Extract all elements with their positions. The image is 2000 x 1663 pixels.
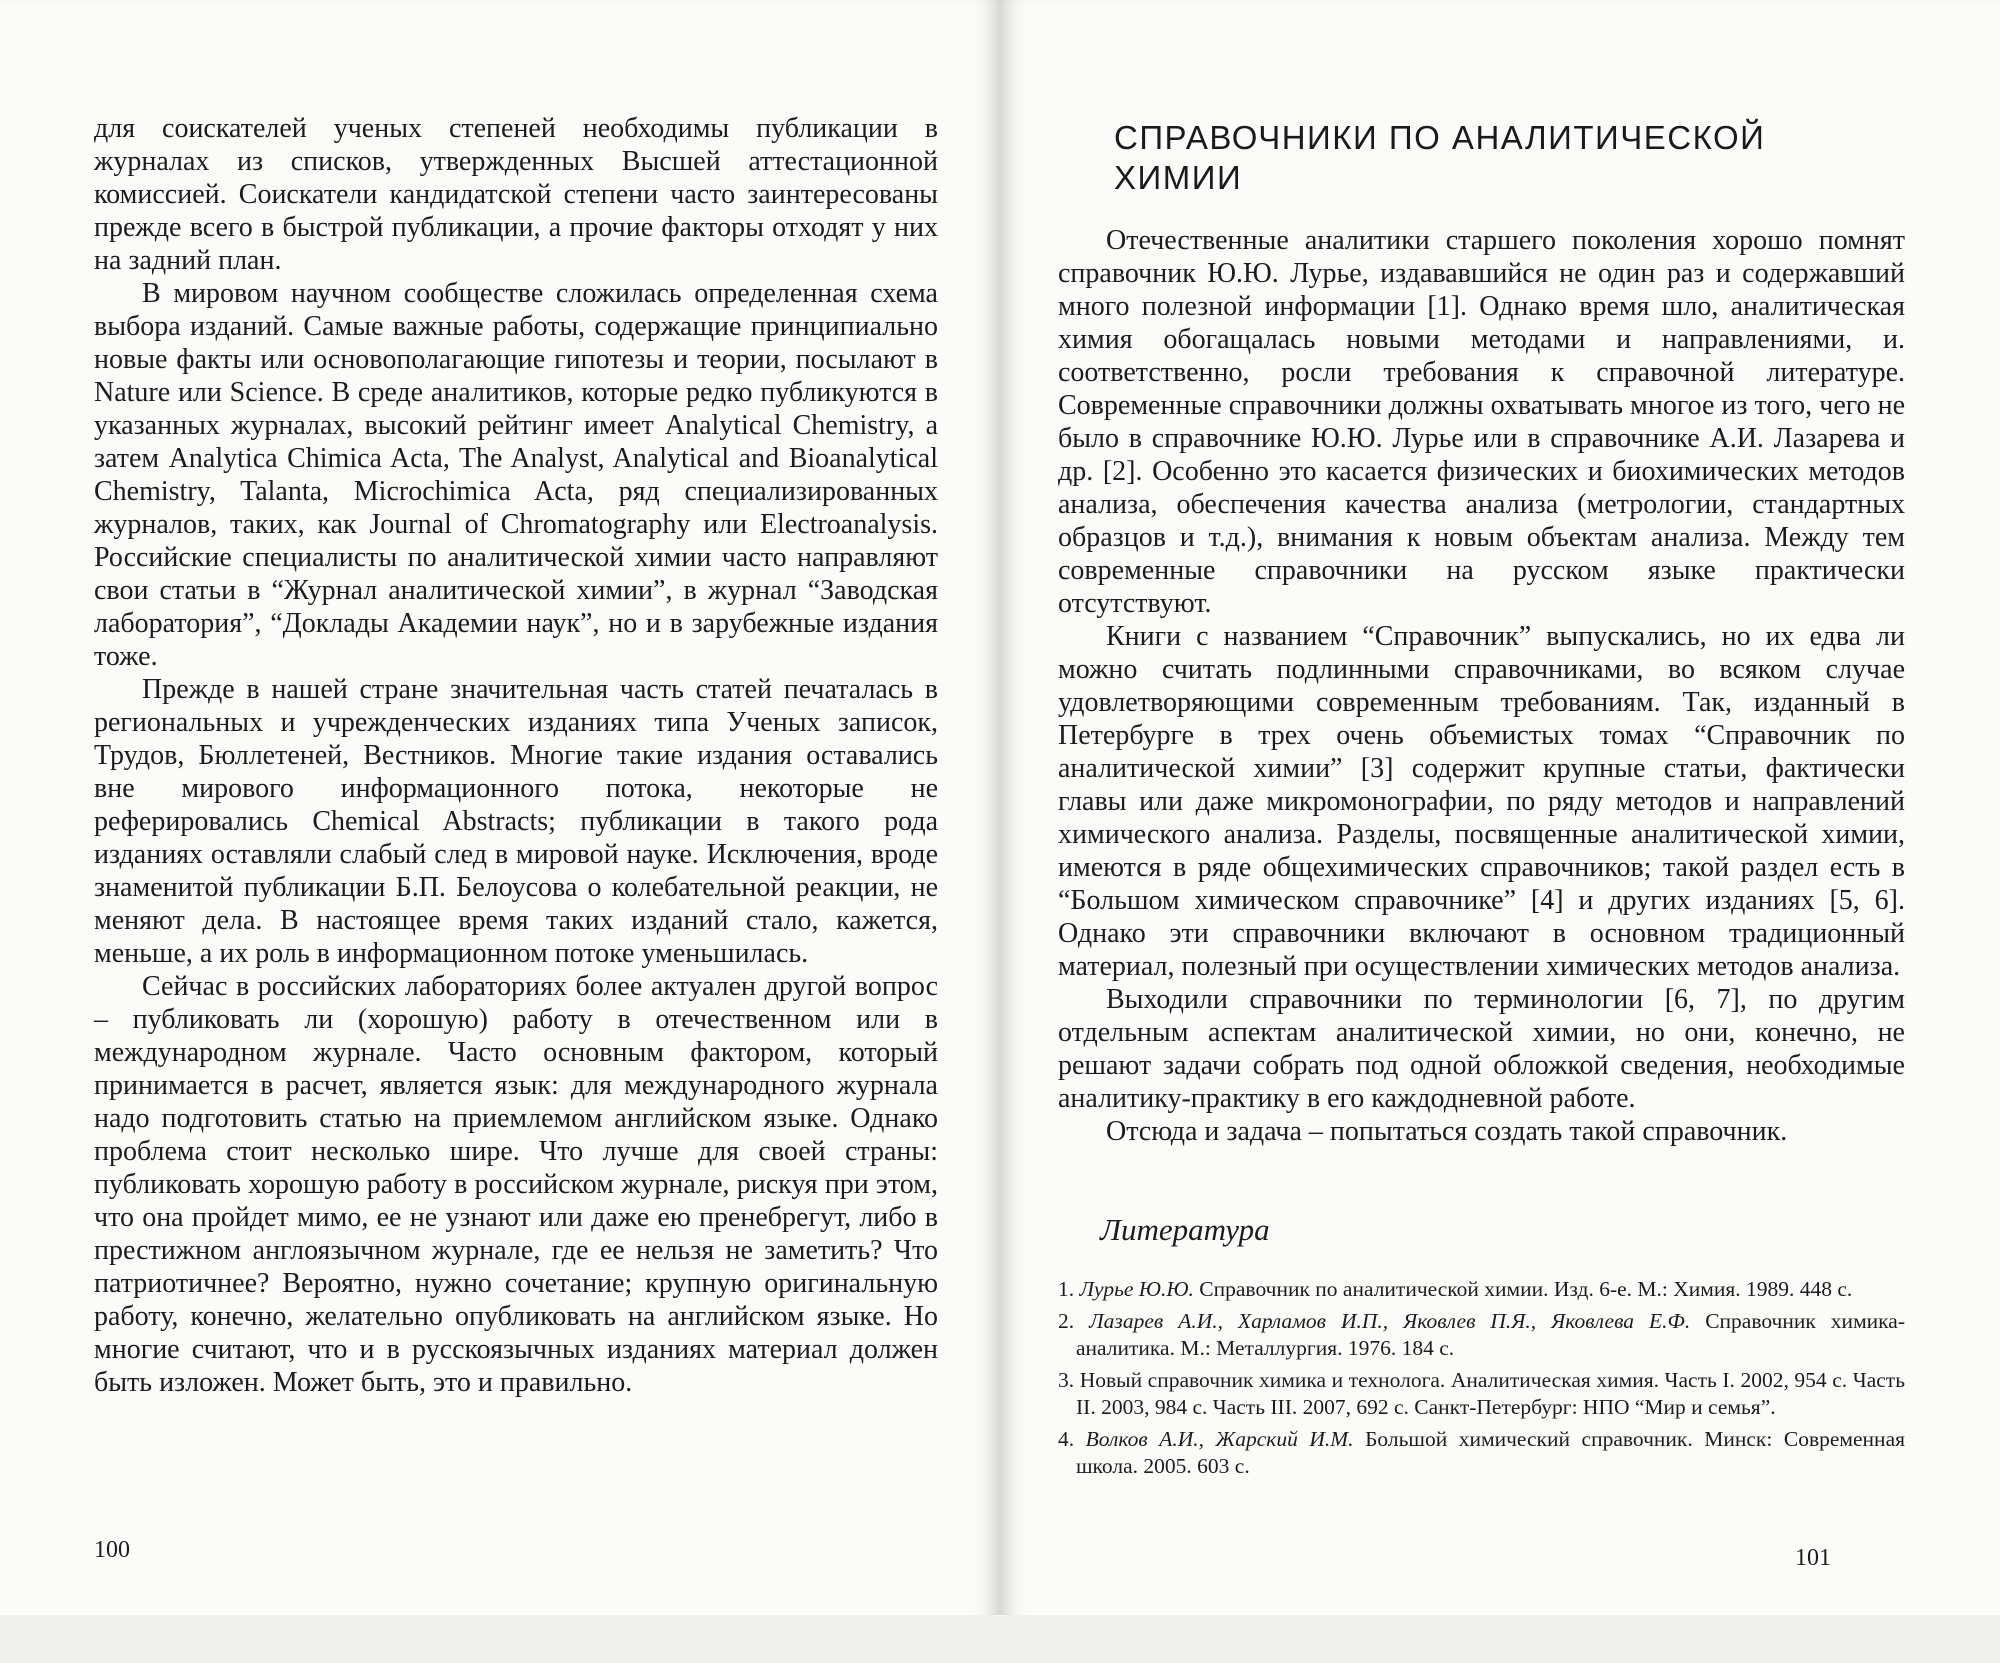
paragraph: Прежде в нашей стране значительная часть статей печаталась в региональных и учрежденческих изданиях типа Ученых записок, Трудов, Бюллетеней, Вестников. Многие такие издания оставались вне мирового информационного потока, некоторые не реферировались Chemical Abstracts; публикации в такого рода изданиях оставляли слабый след в мировой науке. Исключения, вроде знаменитой публикации Б.П. Белоусова о колебательной реакции, не меняют дела. В настоящее время таких изданий стало, кажется, меньше, а их роль в информационном потоке уменьшилась. bbox=[94, 674, 938, 969]
right-page bbox=[1000, 0, 2000, 1663]
page-number: 101 bbox=[1795, 1545, 1831, 1571]
paragraph: В мировом научном сообществе сложилась определенная схема выбора изданий. Самые важные работы, содержащие принципиально новые факты или основополагающие гипотезы и теории, посылают в Nature или Science. В среде аналитиков, которые редко публикуются в указанных журналах, высокий рейтинг имеет Analytical Chemistry, а затем Analytica Chimica Acta, The Analyst, Analytical and Bioanalytical Chemistry, Talanta, Microchimica Acta, ряд специализированных журналов, таких, как Journal of Chromatography или Electroanalysis. Российские специалисты по аналитической химии часто направляют свои статьи в “Журнал аналитической химии”, в журнал “Заводская лаборатория”, “Доклады Академии наук”, но и в зарубежные издания тоже. bbox=[94, 278, 938, 672]
reference-text: Справочник по аналитической химии. Изд. 6-е. М.: Химия. 1989. 448 с. bbox=[1193, 1277, 1853, 1301]
paragraph: для соискателей ученых степеней необходимы публикации в журналах из списков, утвержденных Высшей аттестационной комиссией. Соискатели кандидатской степени часто заинтересованы прежде всего в быстрой публикации, а прочие факторы отходят у них на задний план. bbox=[94, 113, 938, 276]
reference-item bbox=[1058, 1308, 1905, 1362]
paragraph: Книги с названием “Справочник” выпускались, но их едва ли можно считать подлинными справочниками, во всяком случае удовлетворяющими современным требованиям. Так, изданный в Петербурге в трех очень объемистых томах “Справочник по аналитической химии” [3] содержит крупные статьи, фактически главы или даже микромонографии, по ряду методов и направлений химического анализа. Разделы, посвященные аналитической химии, имеются в ряде общехимических справочников; такой раздел есть в “Большом химическом справочнике” [4] и других изданиях [5, 6]. Однако эти справочники включают в основном традиционный материал, полезный при осуществлении химических методов анализа. bbox=[1058, 621, 1905, 982]
reference-list bbox=[1058, 1276, 1905, 1480]
reference-authors: Лазарев А.И., Харламов И.П., Яковлев П.Я., Яковлева Е.Ф. bbox=[1089, 1309, 1691, 1333]
literature-heading: Литература bbox=[1100, 1212, 1270, 1247]
paragraph: Сейчас в российских лабораториях более актуален другой вопрос – публиковать ли (хорошую) работу в отечественном или в международном журнале. Часто основным фактором, который принимается в расчет, является язык: для международного журнала надо подготовить статью на приемлемом английском языке. Однако проблема стоит несколько шире. Что лучше для своей страны: публиковать хорошую работу в российском журнале, рискуя при этом, что она пройдет мимо, ее не узнают или даже ею пренебрегут, либо в престижном англоязычном журнале, где ее нельзя не заметить? Что патриотичнее? Вероятно, нужно сочетание; крупную оригинальную работу, конечно, желательно опубликовать на английском языке. Но многие считают, что и в русскоязычных изданиях материал должен быть изложен. Может быть, это и правильно. bbox=[94, 971, 938, 1398]
page-bottom-margin bbox=[0, 1615, 1000, 1663]
reference-item bbox=[1058, 1367, 1905, 1421]
reference-item bbox=[1058, 1426, 1905, 1480]
reference-text: Новый справочник химика и технолога. Аналитическая химия. Часть I. 2002, 954 с. Часть II. 2003, 984 с. Часть III. 2007, 692 с. Санкт-Петербург: НПО “Мир и семья”. bbox=[1076, 1368, 1905, 1419]
page-number: 100 bbox=[94, 1537, 130, 1563]
reference-authors: Волков А.И., Жарский И.М. bbox=[1085, 1427, 1354, 1451]
reference-number: 3. bbox=[1058, 1368, 1075, 1392]
paragraph: Отсюда и задача – попытаться создать такой справочник. bbox=[1106, 1116, 1788, 1147]
paragraph: Отечественные аналитики старшего поколения хорошо помнят справочник Ю.Ю. Лурье, издававшийся не один раз и содержавший много полезной информации [1]. Однако время шло, аналитическая химия обогащалась новыми методами и направлениями, и. соответственно, росли требования к справочной литературе. Современные справочники должны охватывать многое из того, чего не было в справочнике Ю.Ю. Лурье или в справочнике А.И. Лазарева и др. [2]. Особенно это касается физических и биохимических методов анализа, обеспечения качества анализа (метрологии, стандартных образцов и т.д.), внимания к новым объектам анализа. Между тем современные справочники на русском языке практически отсутствуют. bbox=[1058, 225, 1905, 619]
reference-item bbox=[1058, 1276, 1905, 1303]
paragraph: Выходили справочники по терминологии [6, 7], по другим отдельным аспектам аналитической химии, но они, конечно, не решают задачи собрать под одной обложкой сведения, необходимые аналитику-практику в его каждодневной работе. bbox=[1058, 984, 1905, 1114]
reference-number: 1. bbox=[1058, 1277, 1075, 1301]
reference-number: 2. bbox=[1058, 1309, 1075, 1333]
reference-number: 4. bbox=[1058, 1427, 1075, 1451]
reference-text: Большой химический справочник. Минск: Современная школа. 2005. 603 с. bbox=[1076, 1427, 1905, 1478]
reference-text: Справочник химика-аналитика. М.: Металлургия. 1976. 184 с. bbox=[1076, 1309, 1905, 1360]
chapter-heading bbox=[1114, 118, 1905, 198]
reference-authors: Лурье Ю.Ю. bbox=[1079, 1277, 1194, 1301]
page-bottom-margin bbox=[1000, 1615, 2000, 1663]
chapter-heading-line: СПРАВОЧНИКИ ПО АНАЛИТИЧЕСКОЙ bbox=[1114, 119, 1766, 156]
chapter-heading-line: ХИМИИ bbox=[1114, 159, 1243, 196]
